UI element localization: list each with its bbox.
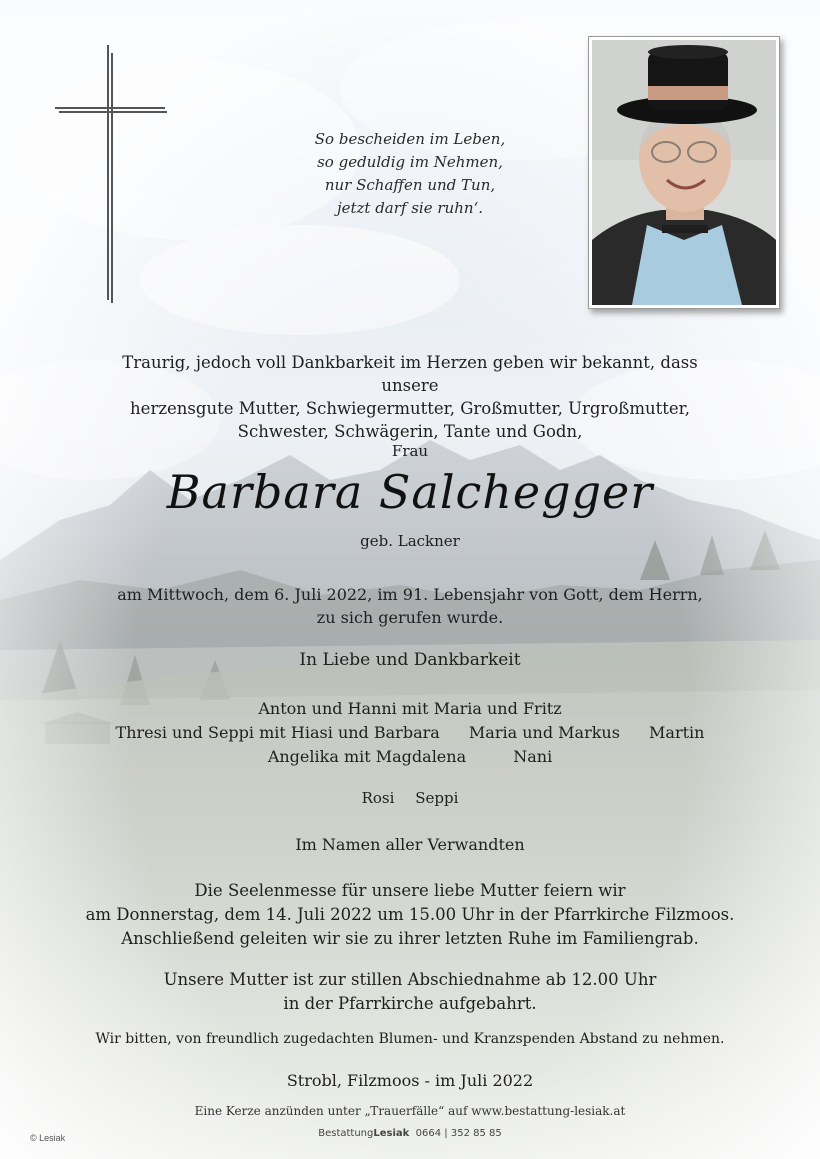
mourner-entry: Maria und Markus	[468, 723, 620, 742]
motto-line: jetzt darf sie ruhn‘.	[336, 199, 484, 217]
mourner-entry: Seppi	[415, 789, 459, 807]
copyright-note: © Lesiak	[30, 1133, 66, 1143]
service-line: am Donnerstag, dem 14. Juli 2022 um 15.00 Uhr in der Pfarrkirche Filzmoos.	[85, 905, 735, 924]
mourner-entry: Angelika mit Magdalena	[267, 747, 467, 766]
motto-line: nur Schaffen und Tun,	[324, 176, 496, 194]
birth-name: geb. Lackner	[360, 532, 460, 550]
deceased-name: Barbara Salchegger	[166, 465, 654, 519]
service-line: Anschließend geleiten wir sie zu ihrer letzten Ruhe im Familiengrab.	[121, 929, 699, 948]
service-info	[0, 879, 820, 951]
mourners-row	[0, 721, 820, 745]
mourners-list	[0, 697, 820, 769]
intro-line: Traurig, jedoch voll Dankbarkeit im Herzen geben wir bekannt, dass unsere	[122, 353, 698, 395]
mourners-row	[0, 745, 820, 769]
motto-verse	[285, 128, 535, 220]
viewing-line: Unsere Mutter ist zur stillen Abschiednahme ab 12.00 Uhr	[163, 970, 657, 989]
funeral-home-footer	[0, 1128, 820, 1139]
portrait-image	[592, 40, 776, 305]
mourners-extra	[0, 789, 820, 807]
intro-line: herzensgute Mutter, Schwiegermutter, Großmutter, Urgroßmutter,	[130, 399, 690, 418]
viewing-line: in der Pfarrkirche aufgebahrt.	[283, 994, 537, 1013]
death-line: am Mittwoch, dem 6. Juli 2022, im 91. Lebensjahr von Gott, dem Herrn,	[117, 585, 703, 604]
honorific: Frau	[391, 442, 429, 460]
mourner-entry: Anton und Hanni mit Maria und Fritz	[258, 699, 562, 718]
brand-phone: 0664 | 352 85 85	[415, 1128, 502, 1139]
place-date: Strobl, Filzmoos - im Juli 2022	[286, 1071, 534, 1090]
mourner-entry: Rosi	[361, 789, 395, 807]
portrait-photo	[588, 36, 780, 309]
candle-note: Eine Kerze anzünden unter „Trauerfälle“ auf www.bestattung-lesiak.at	[194, 1104, 626, 1118]
mourner-entry: Martin	[649, 723, 705, 742]
motto-line: So bescheiden im Leben,	[314, 130, 506, 148]
intro-line: Schwester, Schwägerin, Tante und Godn,	[237, 422, 583, 441]
mourner-entry: Nani	[513, 747, 553, 766]
viewing-info	[0, 968, 820, 1016]
mourner-entry: Thresi und Seppi mit Hiasi und Barbara	[115, 723, 440, 742]
service-line: Die Seelenmesse für unsere liebe Mutter feiern wir	[194, 881, 626, 900]
death-line: zu sich gerufen wurde.	[316, 608, 504, 627]
intro-text	[0, 351, 820, 443]
death-notice	[0, 583, 820, 629]
relatives-line: Im Namen aller Verwandten	[295, 835, 525, 854]
brand-name: Lesiak	[373, 1128, 410, 1139]
flower-request: Wir bitten, von freundlich zugedachten Blumen- und Kranzspenden Abstand zu nehmen.	[95, 1031, 725, 1047]
mourners-row	[0, 697, 820, 721]
cross-icon	[55, 45, 167, 303]
brand-prefix: Bestattung	[318, 1128, 374, 1139]
mourners-heading: In Liebe und Dankbarkeit	[299, 650, 521, 670]
motto-line: so geduldig im Nehmen,	[317, 153, 503, 171]
